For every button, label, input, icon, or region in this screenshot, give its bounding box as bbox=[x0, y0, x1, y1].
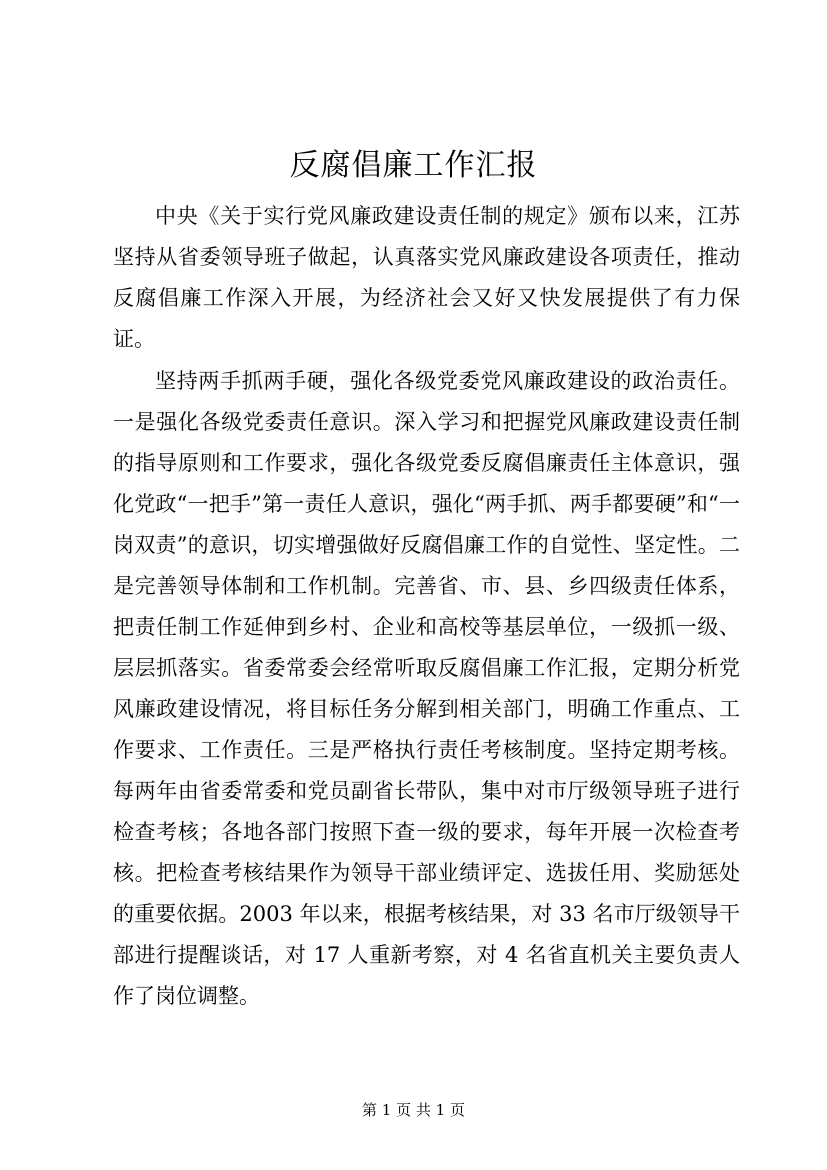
paragraph-intro: 中央《关于实行党风廉政建设责任制的规定》颁布以来，江苏坚持从省委领导班子做起，认真落实党风廉政建设各项责任，推动反腐倡廉工作深入开展，为经济社会又好又快发展提供了有力保证。 bbox=[113, 204, 740, 351]
document-title: 反腐倡廉工作汇报 bbox=[289, 148, 538, 183]
page-footer: 第 1 页 共 1 页 bbox=[362, 1101, 465, 1119]
paragraph-responsibility: 坚持两手抓两手硬，强化各级党委党风廉政建设的政治责任。一是强化各级党委责任意识。深入学习和把握党风廉政建设责任制的指导原则和工作要求，强化各级党委反腐倡廉责任主体意识，强化党政“一把手”第一责任人意识，强化“两手抓、两手都要硬”和“一岗双责”的意识，切实增强做好反腐倡廉工作的自觉性、坚定性。二是完善领导体制和工作机制。完善省、市、县、乡四级责任体系，把责任制工作延伸到乡村、企业和高校等基层单位，一级抓一级、层层抓落实。省委常委会经常听取反腐倡廉工作汇报，定期分析党风廉政建设情况，将目标任务分解到相关部门，明确工作重点、工作要求、工作责任。三是严格执行责任考核制度。坚持定期考核。每两年由省委常委和党员副省长带队，集中对市厅级领导班子进行检查考核；各地各部门按照下查一级的要求，每年开展一次检查考核。把检查考核结果作为领导干部业绩评定、选拔任用、奖励惩处的重要依据。2003 年以来，根据考核结果，对 33 名市厅级领导干部进行提醒谈话，对 17 人重新考察，对 4 名省直机关主要负责人作了岗位调整。 bbox=[113, 369, 740, 1008]
